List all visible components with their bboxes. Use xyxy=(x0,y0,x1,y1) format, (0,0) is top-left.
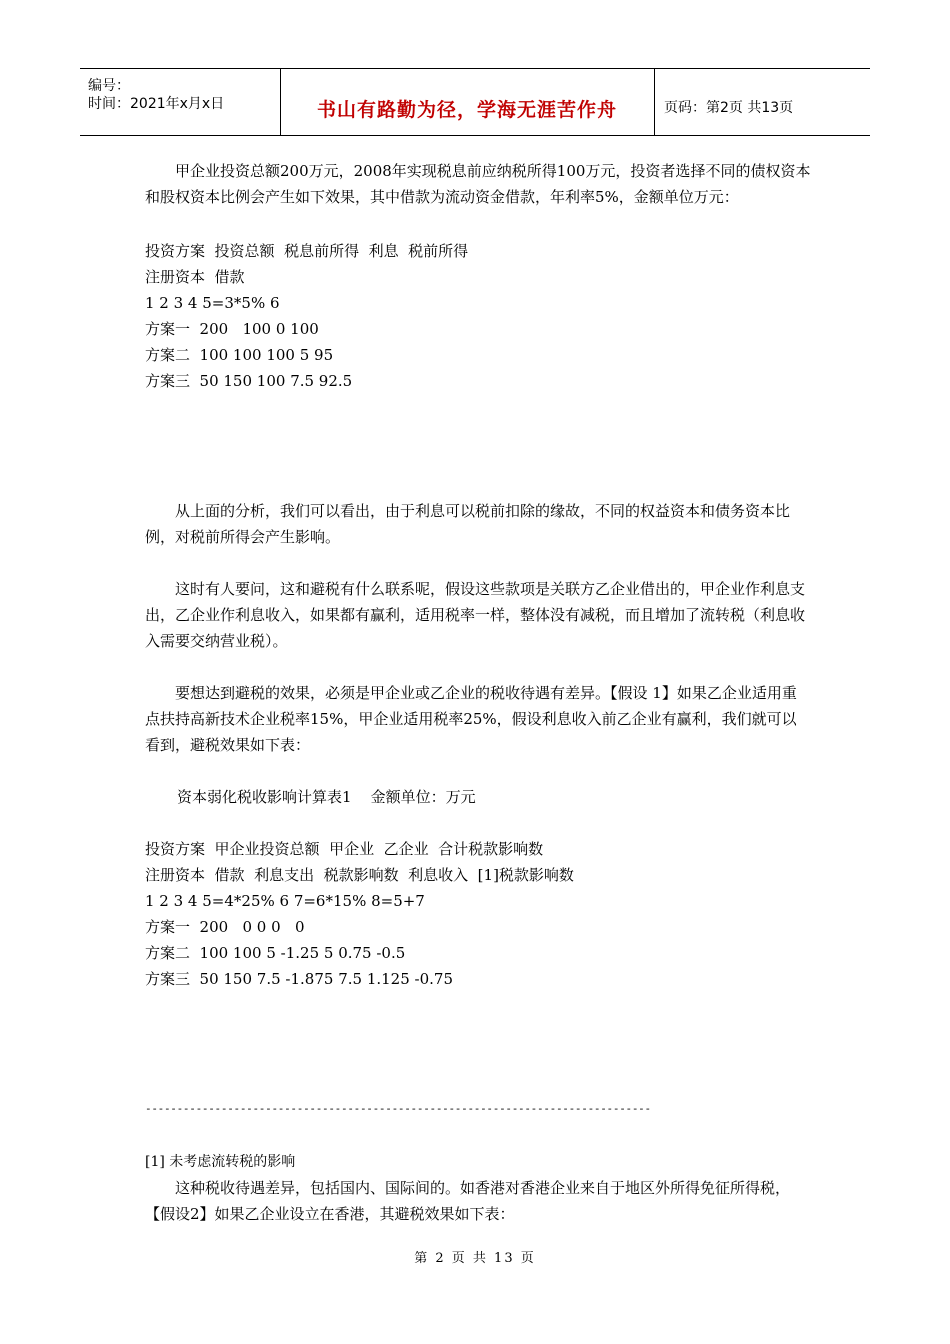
footnote-separator: -------------------------------------------------------------------------------- xyxy=(145,1102,651,1115)
table2-row-plan3: 方案三 50 150 7.5 -1.875 7.5 1.125 -0.75 xyxy=(145,970,453,988)
header-middle-cell xyxy=(280,69,655,135)
paragraph-analysis: 从上面的分析，我们可以看出，由于利息可以税前扣除的缘故，不同的权益资本和债务资本比例，对税前所得会产生影响。 xyxy=(145,502,791,546)
paragraph-investment-intro: 甲企业投资总额200万元，2008年实现税息前应纳税所得100万元，投资者选择不同的债权资本和股权资本比例会产生如下效果，其中借款为流动资金借款，年利率5%，金额单位万元： xyxy=(145,162,811,206)
page-footer: 第 2 页 共 13 页 xyxy=(414,1251,536,1266)
table1-row-plan3: 方案三 50 150 100 7.5 92.5 xyxy=(145,372,353,390)
page-header xyxy=(80,68,870,136)
table1-row-subheader: 注册资本 借款 xyxy=(145,268,245,286)
table2-row-columns: 1 2 3 4 5=4*25% 6 7=6*15% 8=5+7 xyxy=(145,892,425,910)
header-right-cell xyxy=(654,69,870,135)
header-page-info: 页码：第2页 共13页 xyxy=(664,100,794,116)
table1-row-columns: 1 2 3 4 5=3*5% 6 xyxy=(145,294,280,312)
table2-row-plan2: 方案二 100 100 5 -1.25 5 0.75 -0.5 xyxy=(145,944,406,962)
paragraph-question: 这时有人要问，这和避税有什么联系呢，假设这些款项是关联方乙企业借出的，甲企业作利息支出，乙企业作利息收入，如果都有赢利，适用税率一样，整体没有减税，而且增加了流转税（利息收入需要交纳营业税）。 xyxy=(145,580,806,650)
table1-row-plan1: 方案一 200 100 0 100 xyxy=(145,320,319,338)
table2-row-subheader: 注册资本 借款 利息支出 税款影响数 利息收入 [1]税款影响数 xyxy=(145,866,574,884)
paragraph-assumption-2: 这种税收待遇差异，包括国内、国际间的。如香港对香港企业来自于地区外所得免征所得税，【假设2】如果乙企业设立在香港，其避税效果如下表： xyxy=(145,1179,791,1223)
header-motto: 书山有路勤为径，学海无涯苦作舟 xyxy=(316,99,617,121)
table2-caption: 资本弱化税收影响计算表1 金额单位：万元 xyxy=(177,788,476,806)
document-time-label: 时间：2021年x月x日 xyxy=(88,96,225,112)
table2-row-plan1: 方案一 200 0 0 0 0 xyxy=(145,918,305,936)
table1-row-header: 投资方案 投资总额 税息前所得 利息 税前所得 xyxy=(145,242,469,260)
document-number-label: 编号： xyxy=(88,78,130,94)
table2-row-header: 投资方案 甲企业投资总额 甲企业 乙企业 合计税款影响数 xyxy=(145,840,544,858)
header-left-cell xyxy=(80,69,281,135)
footnote-text: [1] 未考虑流转税的影响 xyxy=(145,1154,296,1170)
table1-row-plan2: 方案二 100 100 100 5 95 xyxy=(145,346,334,364)
paragraph-assumption-1: 要想达到避税的效果，必须是甲企业或乙企业的税收待遇有差异。【假设 1】如果乙企业适用重点扶持高新技术企业税率15%，甲企业适用税率25%，假设利息收入前乙企业有赢利，我们就可以看到，避税效果如下表： xyxy=(145,684,797,754)
